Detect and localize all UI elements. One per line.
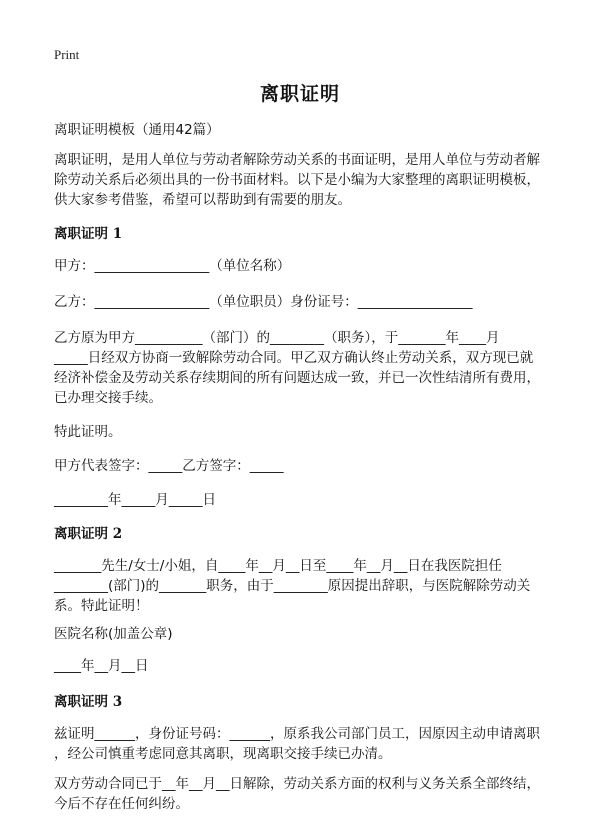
intro-line: 供大家参考借鉴，希望可以帮助到有需要的朋友。	[54, 192, 351, 208]
section-heading-3: 离职证明 3	[54, 694, 123, 710]
intro-paragraph	[54, 150, 554, 210]
section-heading-1: 离职证明 1	[54, 226, 123, 242]
hospital-name-line: 医院名称(加盖公章)	[54, 626, 173, 642]
section3-line: ，经公司慎重考虑同意其离职，现离职交接手续已办清。	[54, 746, 392, 762]
section3-paragraph	[54, 724, 554, 764]
section2-date: ____年__月__日	[54, 658, 149, 674]
section2-line: ________(部门)的_______职务，由于________原因提出辞职，与医院解除劳动关	[54, 578, 531, 594]
intro-line: 离职证明，是用人单位与劳动者解除劳动关系的书面证明，是用人单位与劳动者解	[54, 152, 540, 168]
print-link[interactable]: Print	[54, 47, 80, 62]
section2-line: 系。特此证明！	[54, 598, 149, 614]
section2-paragraph	[54, 556, 554, 616]
section1-line: 经济补偿金及劳动关系存续期间的所有问题达成一致，并已一次性结清所有费用，	[54, 370, 540, 386]
section-heading-2: 离职证明 2	[54, 526, 123, 542]
section3-closing-line: 今后不存在任何纠纷。	[54, 796, 189, 812]
section2-line: _______先生/女士/小姐，自____年__月__日至____年__月__日在我医院担任	[54, 558, 502, 574]
party-b-line: 乙方：_________________（单位职员）身份证号：_________________	[54, 294, 473, 310]
template-subtitle: 离职证明模板（通用42篇）	[54, 122, 220, 138]
certify-line: 特此证明。	[54, 424, 122, 440]
section1-paragraph	[54, 328, 554, 408]
section1-line: 乙方原为甲方__________（部门）的________（职务），于_______年____月	[54, 330, 500, 346]
section3-closing	[54, 774, 554, 814]
section1-line: 已办理交接手续。	[54, 390, 162, 406]
intro-line: 除劳动关系后必须出具的一份书面材料。以下是小编为大家整理的离职证明模板，	[54, 172, 540, 188]
section1-line: _____日经双方协商一致解除劳动合同。甲乙双方确认终止劳动关系，双方现已就	[54, 350, 534, 366]
section3-closing-line: 双方劳动合同已于__年__月__日解除，劳动关系方面的权利与义务关系全部终结，	[54, 776, 540, 792]
document-body	[54, 120, 554, 814]
document-title: 离职证明	[259, 83, 340, 105]
section3-line: 兹证明______，身份证号码：______，原系我公司部门员工，因原因主动申请离职	[54, 726, 540, 742]
signatures-line: 甲方代表签字：_____乙方签字：_____	[54, 458, 284, 474]
party-a-line: 甲方：_________________（单位名称）	[54, 258, 291, 274]
section1-date: ________年_____月_____日	[54, 492, 216, 508]
